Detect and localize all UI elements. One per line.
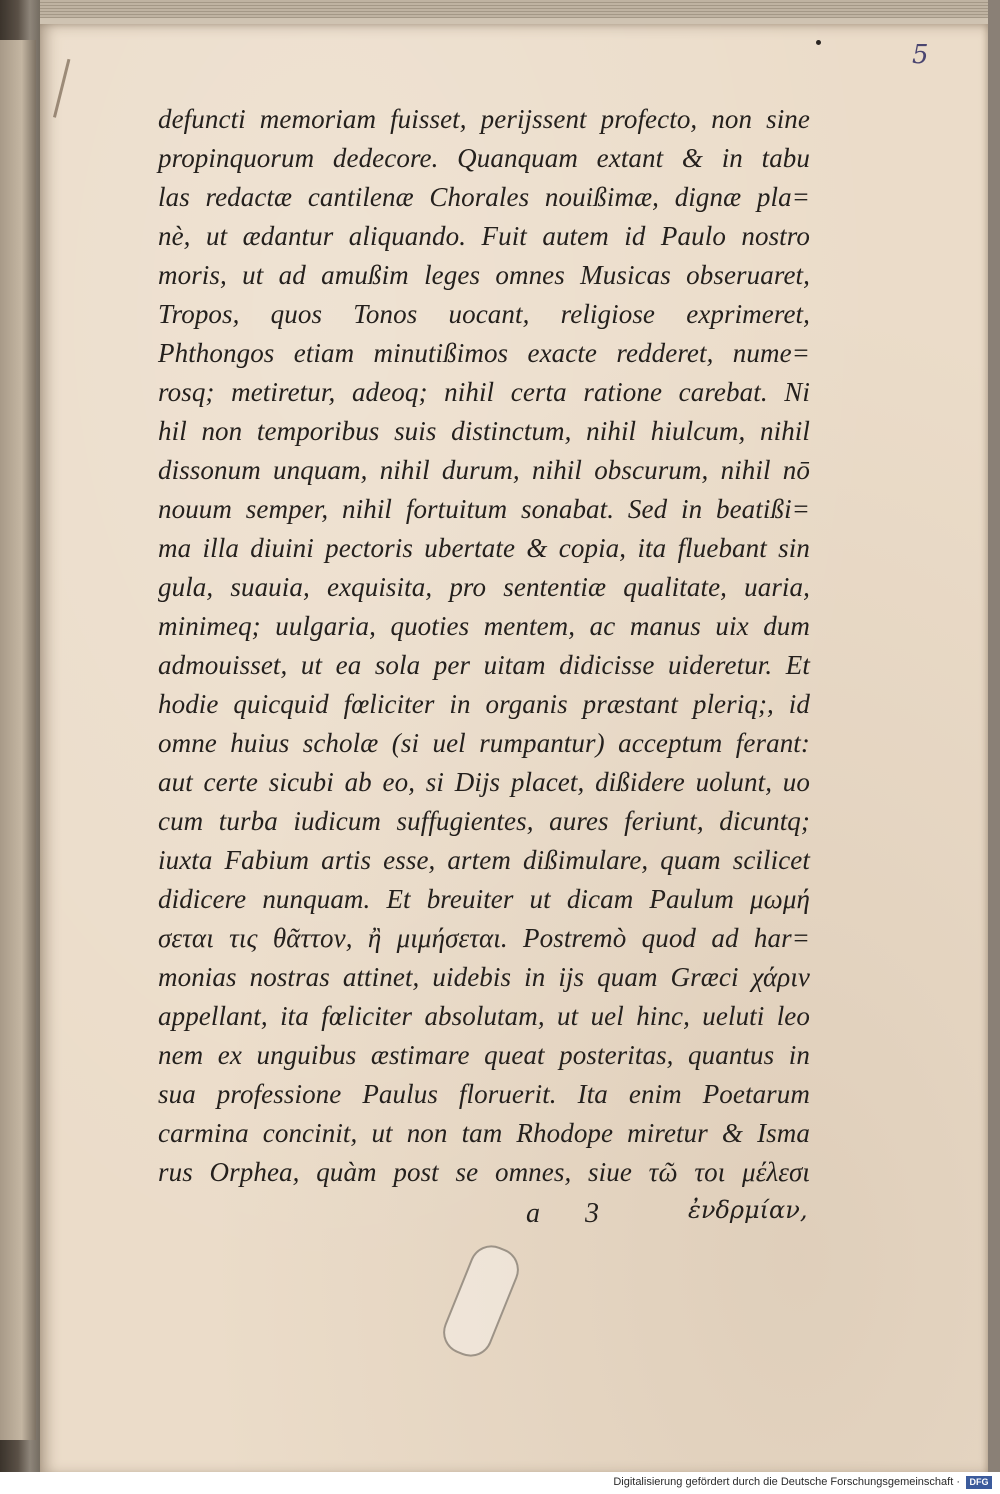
text-line: Tropos, quos Tonos uocant, religiose exprimeret,: [158, 299, 810, 329]
text-line: nem ex unguibus æstimare queat posteritas, quantus in: [158, 1040, 810, 1070]
text-line: minimeq; uulgaria, quoties mentem, ac manus uix dum: [158, 611, 810, 641]
signature-mark: a 3: [526, 1198, 599, 1229]
text-block: [158, 100, 810, 1192]
text-line: ma illa diuini pectoris ubertate & copia, ita fluebant sin: [158, 533, 810, 563]
text-line: carmina concinit, ut non tam Rhodope miretur & Isma: [158, 1118, 810, 1148]
text-line: defuncti memoriam fuisset, perijssent profecto, non sine: [158, 104, 810, 134]
text-line: propinquorum dedecore. Quanquam extant & in tabu: [158, 143, 810, 173]
text-line: sua professione Paulus floruerit. Ita enim Poetarum: [158, 1079, 810, 1109]
text-line: aut certe sicubi ab eo, si Dijs placet, dißidere uolunt, uo: [158, 767, 810, 797]
folio-number: 5: [912, 40, 929, 70]
digitization-footer: [0, 1472, 1000, 1494]
text-line: admouisset, ut ea sola per uitam didicisse uideretur. Et: [158, 650, 810, 680]
facing-page-edge: [0, 40, 36, 1440]
text-line: nè, ut ædantur aliquando. Fuit autem id Paulo nostro: [158, 221, 810, 251]
text-line: las redactæ cantilenæ Chorales nouißimæ, dignæ pla=: [158, 182, 810, 212]
text-line: omne huius scholæ (si uel rumpantur) acceptum ferant:: [158, 728, 810, 758]
text-line: iuxta Fabium artis esse, artem dißimulare, quam scilicet: [158, 845, 810, 875]
ink-dot: [816, 40, 821, 45]
text-line: rosq; metiretur, adeoq; nihil certa ratione carebat. Ni: [158, 377, 810, 407]
text-line: hodie quicquid fœliciter in organis præstant pleriq;, id: [158, 689, 810, 719]
text-line: Phthongos etiam minutißimos exacte redderet, nume=: [158, 338, 810, 368]
text-line: moris, ut ad amußim leges omnes Musicas obseruaret,: [158, 260, 810, 290]
text-line: nouum semper, nihil fortuitum sonabat. Sed in beatißi=: [158, 494, 810, 524]
text-line: dissonum unquam, nihil durum, nihil obscurum, nihil nō: [158, 455, 810, 485]
text-line: rus Orphea, quàm post se omnes, siue τῶ τοι μέλεσι: [158, 1157, 810, 1187]
text-line: gula, suauia, exquisita, pro sententiæ qualitate, uaria,: [158, 572, 810, 602]
dfg-logo: DFG: [966, 1476, 992, 1489]
catchword: ἐνδρμίαν,: [688, 1196, 808, 1224]
text-line: didicere nunquam. Et breuiter ut dicam Paulum μωμή: [158, 884, 810, 914]
text-line: cum turba iudicum suffugientes, aures feriunt, dicuntq;: [158, 806, 810, 836]
text-line: monias nostras attinet, uidebis in ijs quam Græci χάριν: [158, 962, 810, 992]
text-line: hil non temporibus suis distinctum, nihil hiulcum, nihil: [158, 416, 810, 446]
funding-credit: Digitalisierung gefördert durch die Deutsche Forschungsgemeinschaft ·: [613, 1476, 960, 1488]
text-line: σεται τις θᾶττον, ἢ μιμήσεται. Postremò quod ad har=: [158, 923, 810, 953]
text-line: appellant, ita fœliciter absolutam, ut uel hinc, ueluti leo: [158, 1001, 810, 1031]
